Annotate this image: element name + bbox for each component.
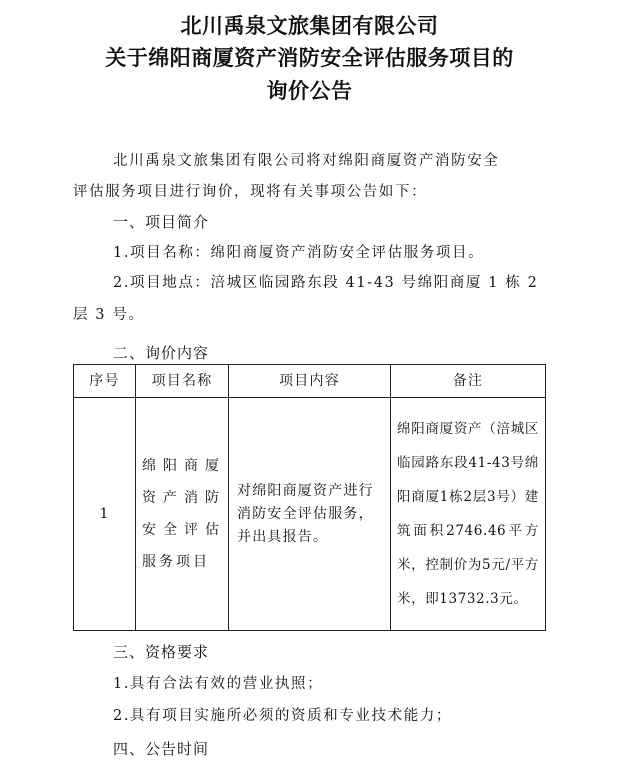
section-4-heading: 四、公告时间	[113, 740, 210, 758]
intro-line-1: 北川禹泉文旅集团有限公司将对绵阳商厦资产消防安全	[113, 153, 500, 169]
cell-project-name: 绵阳商厦资产消防安全评估服务项目	[136, 398, 229, 631]
cell-remark: 绵阳商厦资产（涪城区临园路东段41-43号绵阳商厦1栋2层3号）建筑面积2746.46平方米，控制价为5元/平方米，即13732.3元。	[391, 398, 546, 631]
title-company: 北川禹泉文旅集团有限公司	[180, 14, 439, 38]
header-project-content: 项目内容	[229, 365, 391, 398]
intro-line-2: 评估服务项目进行询价，现将有关事项公告如下：	[73, 184, 428, 200]
requirement-item-2: 2.具有项目实施所必须的资质和专业技术能力；	[113, 708, 453, 724]
section-1-heading: 一、项目简介	[113, 213, 210, 231]
cell-project-content: 对绵阳商厦资产进行消防安全评估服务，并出具报告。	[229, 398, 391, 631]
cell-number: 1	[74, 398, 136, 631]
title-type: 询价公告	[266, 79, 353, 103]
section-2-heading: 二、询价内容	[113, 344, 210, 362]
section-3-heading: 三、资格要求	[113, 643, 210, 661]
requirement-item-1: 1.具有合法有效的营业执照；	[113, 676, 324, 692]
title-subject: 关于绵阳商厦资产消防安全评估服务项目的	[105, 46, 514, 70]
project-location-line-2: 层 3 号。	[73, 307, 145, 323]
project-location-line-1: 2.项目地点：涪城区临园路东段 41-43 号绵阳商厦 1 栋 2	[113, 275, 539, 291]
table-header-row	[74, 365, 546, 398]
table-row	[74, 398, 546, 631]
inquiry-table	[73, 364, 546, 631]
header-number: 序号	[74, 365, 136, 398]
project-name-item: 1.项目名称：绵阳商厦资产消防安全评估服务项目。	[113, 245, 485, 261]
header-remark: 备注	[391, 365, 546, 398]
header-project-name: 项目名称	[136, 365, 229, 398]
